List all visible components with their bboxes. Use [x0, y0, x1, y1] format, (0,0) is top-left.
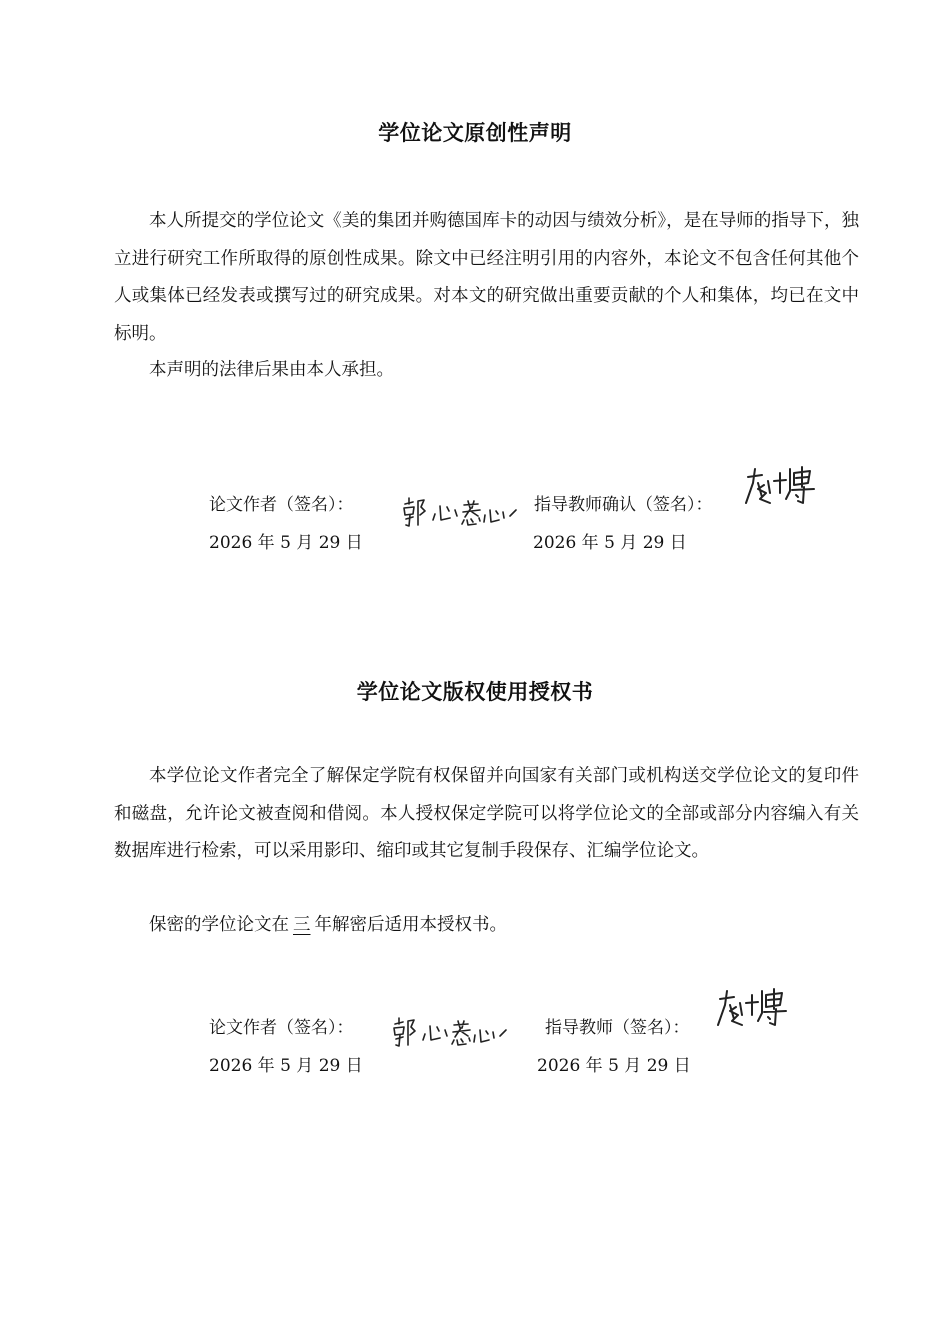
secrecy-prefix: 保密的学位论文在 [149, 915, 289, 935]
secrecy-suffix: 年解密后适用本授权书。 [314, 915, 507, 935]
advisor-signature-date-2: 2026 年 5 月 29 日 [537, 1056, 691, 1076]
author-handwritten-signature-2 [388, 1012, 518, 1050]
author-signature-date-2: 2026 年 5 月 29 日 [209, 1056, 363, 1076]
author-signature-label-2: 论文作者（签名）： [209, 1018, 354, 1038]
copyright-paragraph: 本学位论文作者完全了解保定学院有权保留并向国家有关部门或机构送交学位论文的复印件和磁盘，允许论文被查阅和借阅。本人授权保定学院可以将学位论文的全部或部分内容编入有关数据库进行检索，可以采用影印、缩印或其它复制手段保存、汇编学位论文。 [114, 766, 859, 861]
author-signature-label: 论文作者（签名）： [209, 495, 354, 515]
advisor-handwritten-signature [740, 463, 820, 509]
advisor-signature-label: 指导教师确认（签名）： [534, 495, 713, 515]
originality-legal-note: 本声明的法律后果由本人承担。 [149, 360, 394, 380]
secrecy-statement [114, 907, 859, 945]
originality-paragraph: 本人所提交的学位论文《美的集团并购德国库卡的动因与绩效分析》，是在导师的指导下，独立进行研究工作所取得的原创性成果。除文中已经注明引用的内容外，本论文不包含任何其他个人或集体已经发表或撰写过的研究成果。对本文的研究做出重要贡献的个人和集体，均已在文中标明。 [114, 211, 859, 344]
advisor-signature-date: 2026 年 5 月 29 日 [533, 533, 687, 553]
author-signature-date: 2026 年 5 月 29 日 [209, 533, 363, 553]
secrecy-years: 三 [293, 915, 311, 935]
author-handwritten-signature [400, 492, 526, 530]
originality-title: 学位论文原创性声明 [378, 121, 572, 145]
copyright-title: 学位论文版权使用授权书 [356, 680, 594, 704]
advisor-signature-label-2: 指导教师（签名）： [545, 1018, 690, 1038]
advisor-handwritten-signature-2 [712, 985, 792, 1031]
